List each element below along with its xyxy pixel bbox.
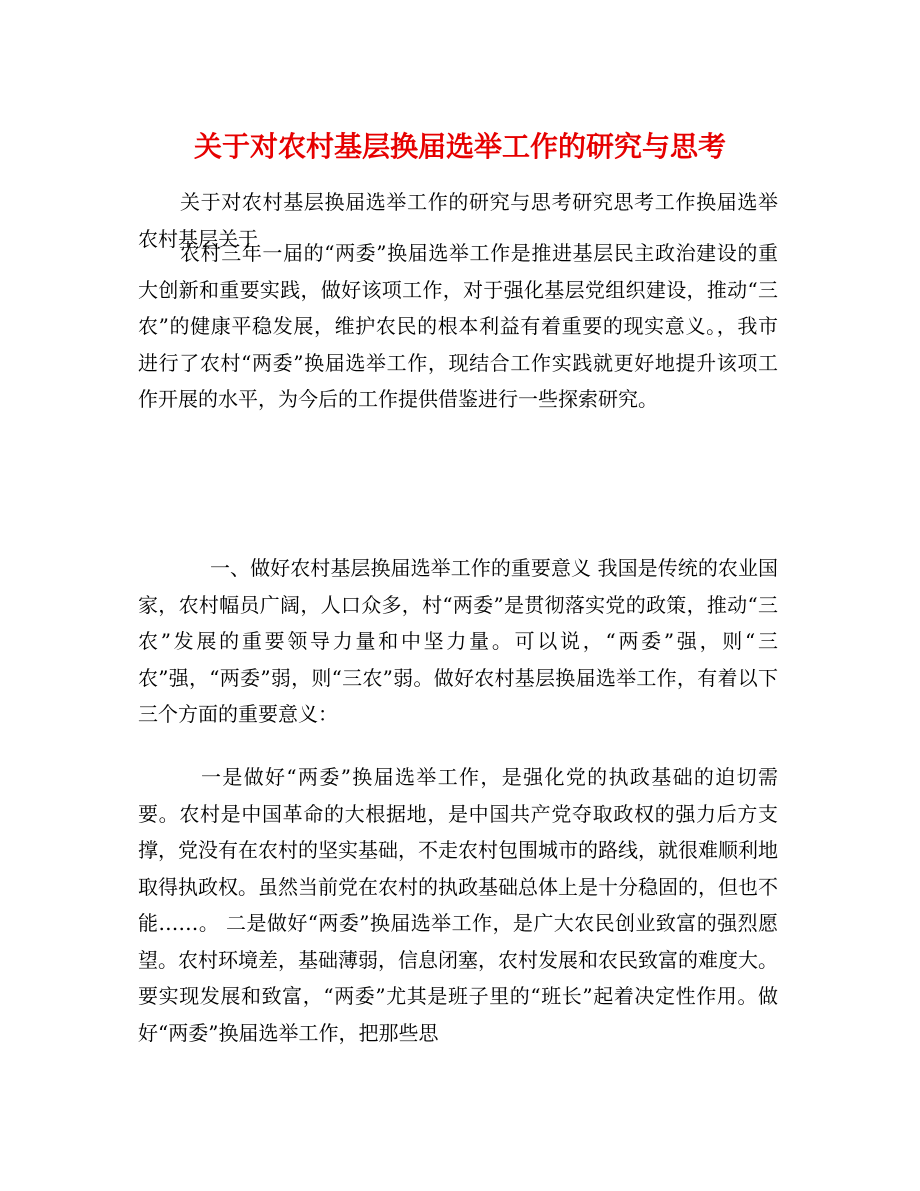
intro-paragraph: 农村三年一届的“两委”换届选举工作是推进基层民主政治建设的重大创新和重要实践，做好该项工作，对于强化基层党组织建设，推动“三农”的健康平稳发展，维护农民的根本利益有着重要的现实意义。，我市进行了农村“两委”换届选举工作，现结合工作实践就更好地提升该项工作开展的水平，为今后的工作提供借鉴进行一些探索研究。 [138,241,778,411]
section-one-paragraph: 一、做好农村基层换届选举工作的重要意义 我国是传统的农业国家，农村幅员广阔，人口众多，村“两委”是贯彻落实党的政策，推动“三农”发展的重要领导力量和中坚力量。可以说，“两委”强，则“三农”强，“两委”弱，则“三农”弱。做好农村基层换届选举工作，有着以下三个方面的重要意义： [138,556,778,726]
significance-paragraph: 一是做好“两委”换届选举工作，是强化党的执政基础的迫切需要。农村是中国革命的大根据地，是中国共产党夺取政权的强力后方支撑，党没有在农村的坚实基础，不走农村包围城市的路线，就很难顺利地取得执政权。虽然当前党在农村的执政基础总体上是十分稳固的，但也不能……。 二是做好“两委”换届选举工作，是广大农民创业致富的强烈愿望。农村环境差，基础薄弱，信息闭塞，农村发展和农民致富的难度大。要实现发展和致富，“两委”尤其是班子里的“班长”起着决定性作用。做好“两委”换届选举工作，把那些思 [138,765,778,1045]
document-title: 关于对农村基层换届选举工作的研究与思考 [193,129,726,163]
keywords-paragraph: 关于对农村基层换届选举工作的研究与思考研究思考工作换届选举农村基层关于 [138,190,778,251]
